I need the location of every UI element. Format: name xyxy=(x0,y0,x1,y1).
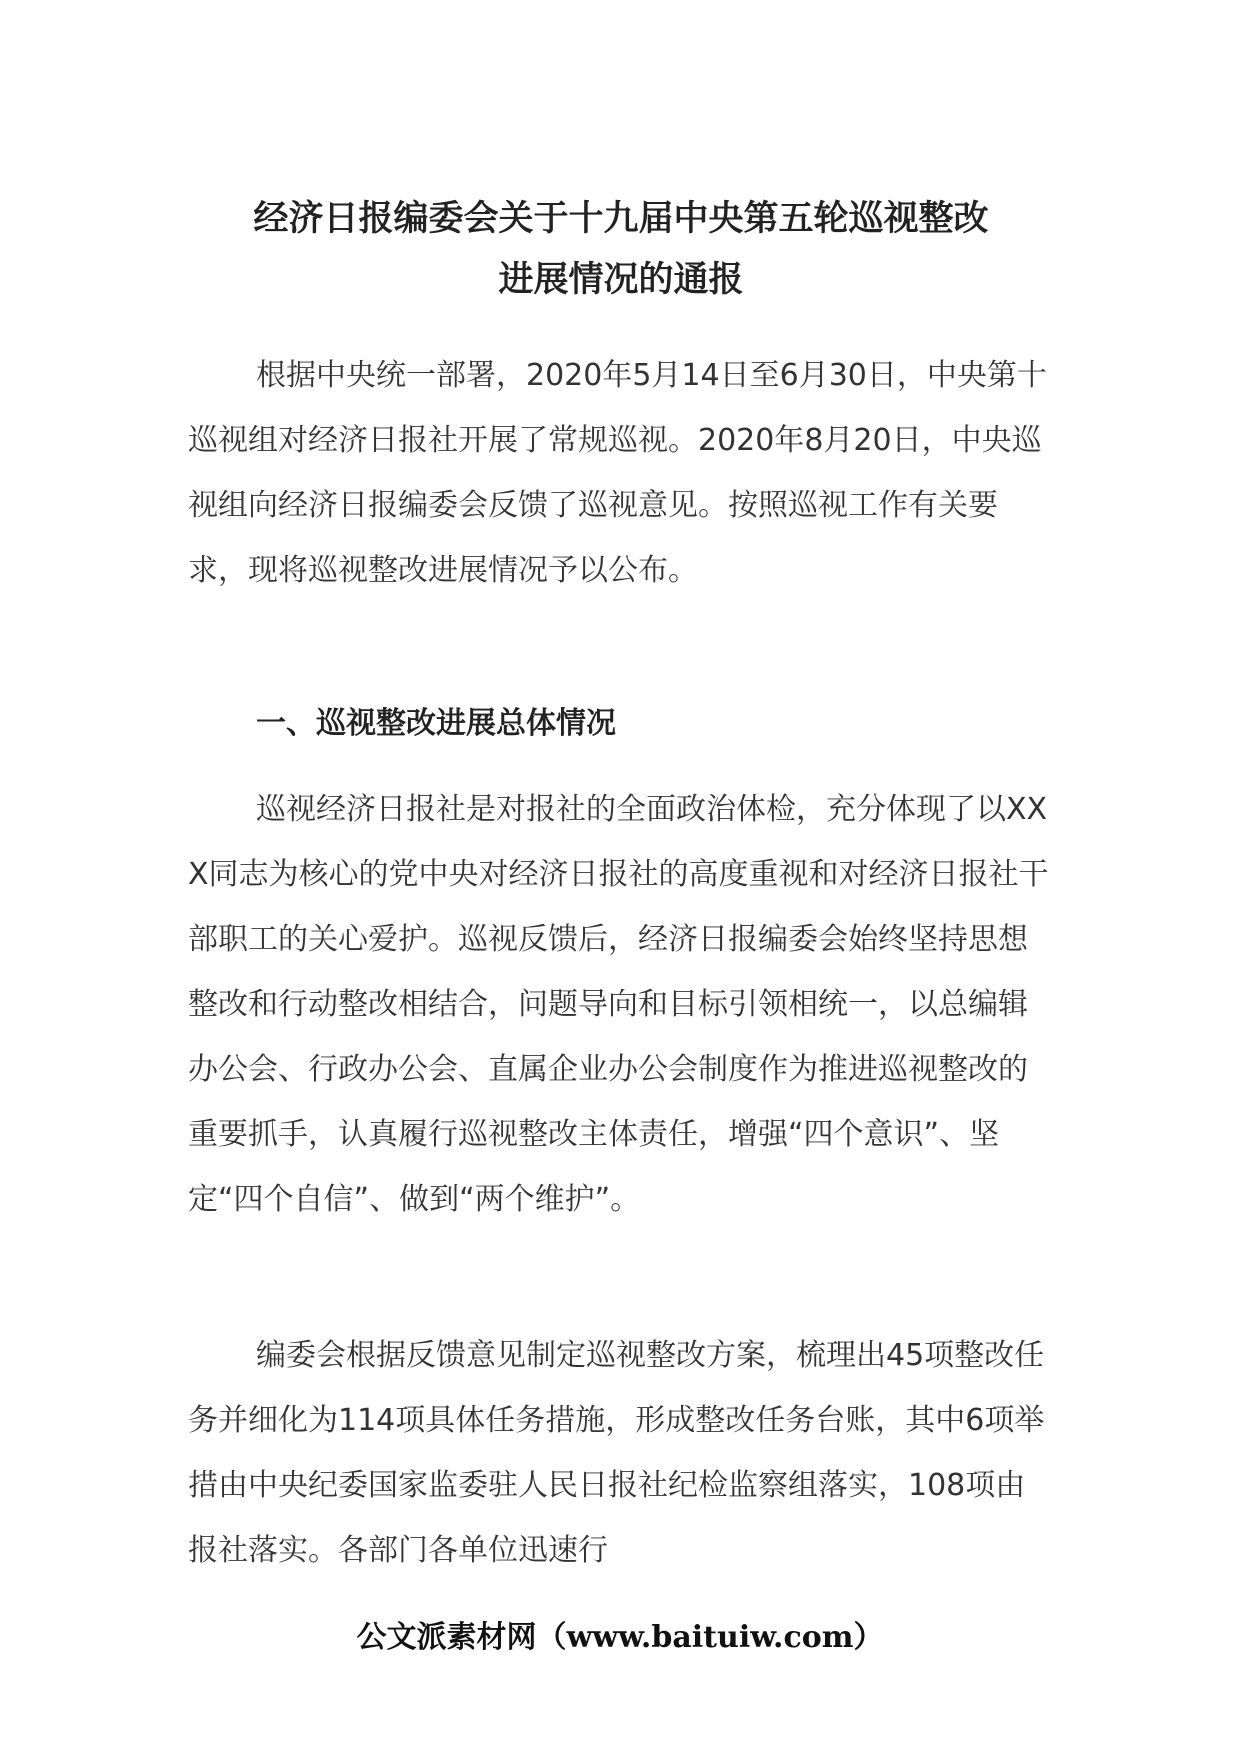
paragraph-intro: 根据中央统一部署，2020年5月14日至6月30日，中央第十巡视组对经济日报社开展了常规巡视。2020年8月20日，中央巡视组向经济日报编委会反馈了巡视意见。按照巡视工作有关要求，现将巡视整改进展情况予以公布。 xyxy=(188,358,1047,588)
footer-watermark: 公文派素材网（www.baituiw.com） xyxy=(356,1620,884,1655)
document-title-line1: 经济日报编委会关于十九届中央第五轮巡视整改 xyxy=(253,199,989,239)
paragraph-overview: 巡视经济日报社是对报社的全面政治体检，充分体现了以XXX同志为核心的党中央对经济日报社的高度重视和对经济日报社干部职工的关心爱护。巡视反馈后，经济日报编委会始终坚持思想整改和行动整改相结合，问题导向和目标引领相统一，以总编辑办公会、行政办公会、直属企业办公会制度作为推进巡视整改的重要抓手，认真履行巡视整改主体责任，增强“四个意识”、坚定“四个自信”、做到“两个维护”。 xyxy=(188,792,1049,1217)
section-heading-1: 一、巡视整改进展总体情况 xyxy=(256,706,616,741)
document-title-line2: 进展情况的通报 xyxy=(498,260,744,300)
paragraph-tasks: 编委会根据反馈意见制定巡视整改方案，梳理出45项整改任务并细化为114项具体任务措施，形成整改任务台账，其中6项举措由中央纪委国家监委驻人民日报社纪检监察组落实，108项由报社落实。各部门各单位迅速行 xyxy=(188,1338,1045,1568)
